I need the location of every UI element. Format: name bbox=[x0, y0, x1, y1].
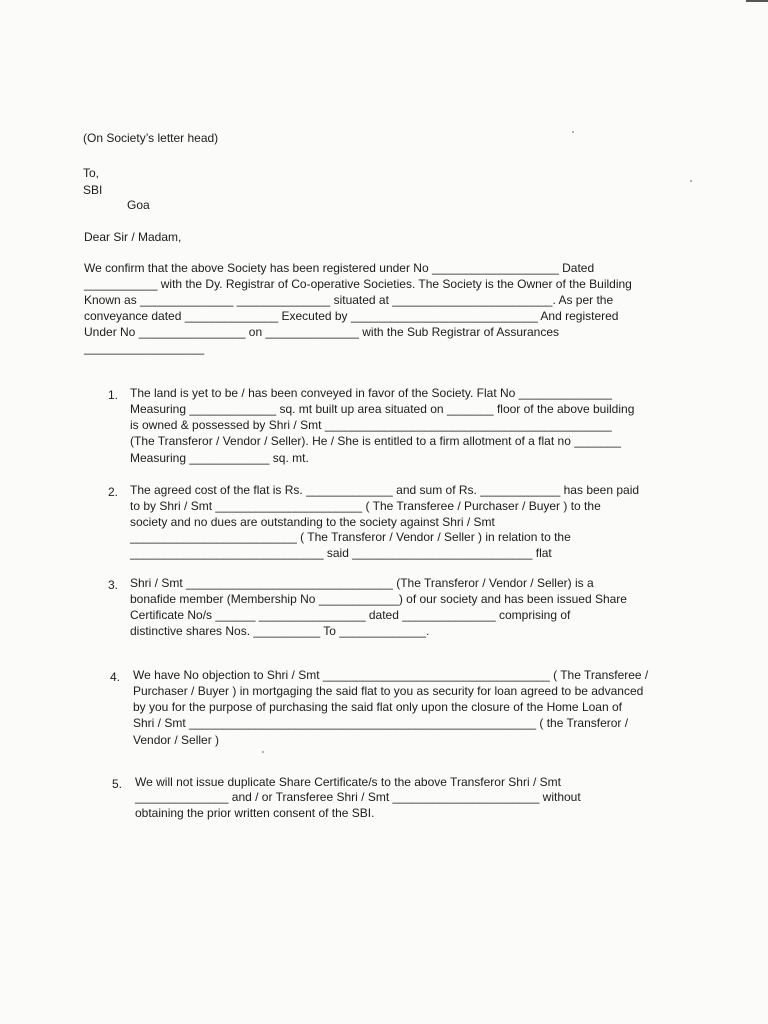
letterhead-note: (On Society’s letter head) bbox=[83, 131, 219, 145]
clause-line: We will not issue duplicate Share Certificate/s to the above Transferor Shri / Smt bbox=[135, 775, 561, 789]
intro-line: ___________ with the Dy. Registrar of Co-operative Societies. The Society is the Owner of the Building bbox=[84, 277, 632, 291]
scan-speck bbox=[262, 751, 264, 753]
clause-line: to by Shri / Smt ______________________ ( The Transferee / Purchaser / Buyer ) to the bbox=[130, 499, 601, 513]
city: Goa bbox=[127, 198, 150, 212]
clause-number: 1. bbox=[108, 388, 119, 402]
intro-line: Under No ________________ on ______________ with the Sub Registrar of Assurances bbox=[84, 325, 560, 339]
clause-line: The land is yet to be / has been conveyed in favor of the Society. Flat No ______________ bbox=[130, 386, 613, 400]
clause-line: Shri / Smt ____________________________________________________ ( the Transferor / bbox=[133, 716, 629, 730]
to-label: To, bbox=[83, 166, 100, 180]
clause-line: distinctive shares Nos. __________ To _____________. bbox=[130, 624, 430, 638]
intro-line: __________________ bbox=[84, 341, 205, 355]
clause-line: Certificate No/s ______ ________________ dated ______________ comprising of bbox=[130, 608, 571, 622]
clause-line: Purchaser / Buyer ) in mortgaging the said flat to you as security for loan agreed to be advanced bbox=[133, 684, 644, 698]
clause-number: 3. bbox=[108, 578, 119, 592]
scan-speck bbox=[572, 131, 574, 133]
salutation: Dear Sir / Madam, bbox=[84, 230, 182, 244]
clause-line: by you for the purpose of purchasing the said flat only upon the closure of the Home Loan of bbox=[133, 700, 622, 714]
intro-line: conveyance dated ______________ Executed by ____________________________ And registered bbox=[84, 309, 619, 323]
clause-line: Measuring _____________ sq. mt built up area situated on _______ floor of the above building bbox=[130, 402, 635, 416]
clause-line: ______________ and / or Transferee Shri / Smt ______________________ without bbox=[135, 790, 581, 804]
clause-line: We have No objection to Shri / Smt __________________________________ ( The Transferee / bbox=[133, 668, 649, 682]
clause-line: is owned & possessed by Shri / Smt ___________________________________________ bbox=[130, 418, 612, 432]
clause-line: Shri / Smt _______________________________ (The Transferor / Vendor / Seller) is a bbox=[130, 576, 594, 590]
clause-line: (The Transferor / Vendor / Seller). He / She is entitled to a firm allotment of a flat no _______ bbox=[130, 434, 621, 448]
clause-number: 2. bbox=[108, 485, 119, 499]
scan-speck bbox=[690, 180, 692, 182]
clause-number: 4. bbox=[110, 670, 121, 684]
clause-number: 5. bbox=[112, 777, 123, 791]
addressee: SBI bbox=[83, 183, 103, 197]
clause-line: _________________________ ( The Transferor / Vendor / Seller ) in relation to the bbox=[130, 530, 571, 544]
intro-line: We confirm that the above Society has been registered under No ___________________ Dated bbox=[84, 261, 595, 275]
clause-line: _____________________________ said ___________________________ flat bbox=[130, 546, 552, 560]
clause-line: obtaining the prior written consent of the SBI. bbox=[135, 806, 375, 820]
intro-line: Known as ______________ ______________ situated at ________________________. As per the bbox=[84, 293, 614, 307]
clause-line: The agreed cost of the flat is Rs. _____________ and sum of Rs. ____________ has been paid bbox=[130, 483, 640, 497]
scan-mark bbox=[746, 0, 768, 2]
clause-line: society and no dues are outstanding to the society against Shri / Smt bbox=[130, 515, 495, 529]
clause-line: Measuring ____________ sq. mt. bbox=[130, 451, 309, 465]
clause-line: Vendor / Seller ) bbox=[133, 733, 220, 747]
clause-line: bonafide member (Membership No ____________) of our society and has been issued Share bbox=[130, 592, 627, 606]
